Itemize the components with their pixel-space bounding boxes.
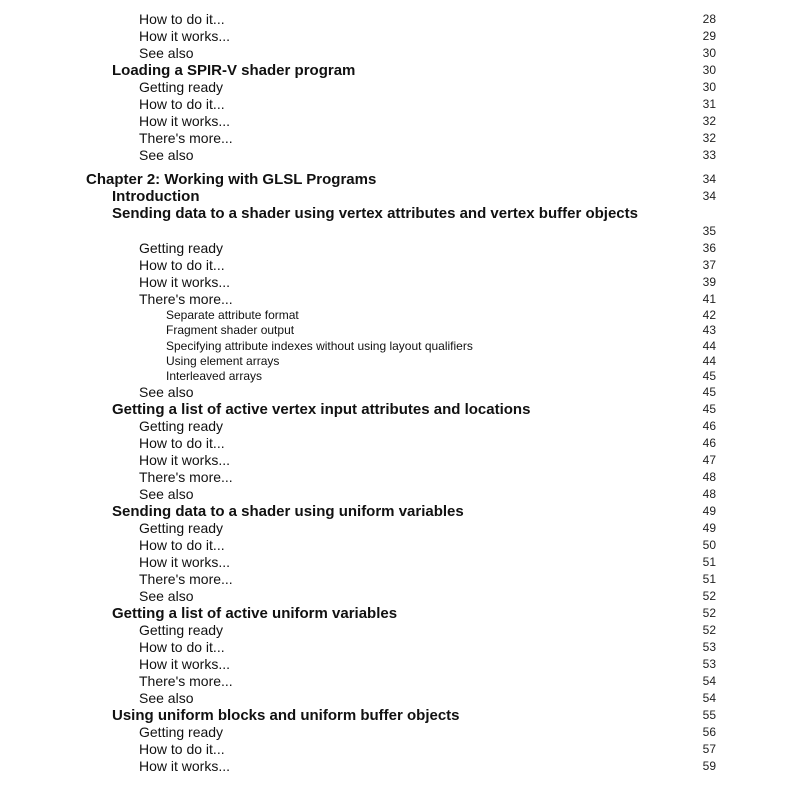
toc-entry-section[interactable] [0, 503, 800, 520]
toc-entry-sub[interactable] [0, 571, 800, 588]
toc-entry-title: How to do it... [139, 257, 225, 273]
toc-entry-page-number: 28 [702, 12, 716, 26]
toc-entry-sub[interactable] [0, 291, 800, 308]
toc-entry-title: Getting ready [139, 79, 224, 95]
toc-entry-sub[interactable] [0, 656, 800, 673]
toc-entry-title: How to do it... [139, 96, 225, 112]
toc-entry-sub[interactable] [0, 741, 800, 758]
toc-entry-page-number: 51 [702, 572, 716, 587]
toc-entry-sub[interactable] [0, 130, 800, 147]
toc-entry-title: Getting a list of active vertex input attributes and locations [112, 401, 531, 419]
toc-entry-page-number: 54 [702, 691, 716, 706]
toc-entry-section[interactable] [0, 401, 800, 418]
toc-entry-sub[interactable] [0, 452, 800, 469]
toc-entry-page-number: 54 [702, 674, 716, 689]
toc-entry-title: How to do it... [139, 741, 225, 758]
toc-entry-page-number: 55 [702, 708, 716, 723]
toc-entry-title: Using element arrays [166, 353, 280, 368]
toc-entry-page-number: 49 [702, 521, 716, 536]
toc-entry-page-number: 46 [702, 419, 716, 434]
toc-entry-page-number: 31 [702, 97, 716, 111]
toc-entry-page-number: 52 [702, 589, 716, 604]
toc-entry-title: Loading a SPIR-V shader program [112, 62, 356, 79]
toc-entry-section[interactable] [0, 188, 800, 205]
toc-entry-subsub[interactable] [0, 339, 800, 354]
toc-entry-title: How to do it... [139, 537, 225, 554]
toc-entry-title: How it works... [139, 28, 231, 44]
toc-entry-page-number: 45 [702, 385, 716, 400]
toc-entry-title: How to do it... [139, 639, 225, 656]
toc-entry-title: See also [139, 690, 194, 707]
toc-entry-page-number: 45 [702, 369, 716, 384]
toc-entry-sub[interactable] [0, 79, 800, 96]
toc-entry-sub[interactable] [0, 274, 800, 291]
toc-entry-title: How to do it... [139, 435, 225, 452]
toc-entry-title: See also [139, 588, 194, 605]
toc-entry-page-number: 34 [702, 172, 716, 186]
toc-entry-title: See also [139, 45, 194, 61]
toc-entry-title: Separate attribute format [166, 308, 299, 322]
toc-entry-sub[interactable] [0, 28, 800, 45]
toc-entry-title: Getting ready [139, 622, 224, 639]
toc-entry-sub[interactable] [0, 418, 800, 435]
toc-entry-page-number: 29 [702, 29, 716, 43]
toc-entry-page-number: 52 [702, 606, 716, 621]
toc-entry-page-number: 30 [702, 63, 716, 77]
toc-entry-title: There's more... [139, 291, 233, 307]
toc-entry-page-number: 44 [702, 353, 716, 368]
toc-entry-page-number: 45 [702, 402, 716, 417]
toc-entry-title: How to do it... [139, 11, 225, 27]
toc-entry-sub[interactable] [0, 113, 800, 130]
toc-entry-title: There's more... [139, 469, 233, 486]
toc-entry-title: Sending data to a shader using vertex attributes and vertex buffer objects [112, 205, 638, 222]
toc-entry-title: Sending data to a shader using uniform variables [112, 503, 464, 521]
toc-entry-page-number: 46 [702, 436, 716, 451]
toc-entry-page-number: 32 [702, 131, 716, 145]
toc-entry-sub[interactable] [0, 45, 800, 62]
toc-entry-title: How it works... [139, 758, 231, 775]
toc-entry-sub[interactable] [0, 520, 800, 537]
toc-entry-page-number: 49 [702, 504, 716, 519]
toc-entry-title: Fragment shader output [166, 323, 295, 338]
toc-entry-page-number: 32 [702, 114, 716, 128]
toc-entry-page-number: 53 [702, 657, 716, 672]
toc-entry-sub[interactable] [0, 240, 800, 257]
toc-entry-title: There's more... [139, 673, 233, 690]
toc-entry-title: How it works... [139, 274, 231, 290]
table-of-contents [0, 11, 800, 775]
toc-entry-section[interactable] [0, 707, 800, 724]
toc-entry-title: Chapter 2: Working with GLSL Programs [86, 171, 377, 188]
toc-entry-title: Getting ready [139, 418, 224, 435]
toc-entry-sub[interactable] [0, 469, 800, 486]
toc-entry-page-number: 51 [702, 555, 716, 570]
toc-entry-sub[interactable] [0, 673, 800, 690]
toc-entry-page-number: 44 [702, 338, 716, 353]
toc-entry-page-number: 30 [702, 80, 716, 94]
toc-entry-page-number: 37 [702, 258, 716, 272]
toc-entry-title: How it works... [139, 554, 231, 571]
toc-entry-page-number: 57 [702, 742, 716, 757]
toc-entry-sub[interactable] [0, 622, 800, 639]
toc-entry-sub[interactable] [0, 537, 800, 554]
toc-entry-page-number: 59 [702, 759, 716, 774]
toc-entry-page-number: 50 [702, 538, 716, 553]
toc-entry-chapter[interactable] [0, 171, 800, 188]
toc-entry-section[interactable] [0, 205, 800, 240]
toc-entry-sub[interactable] [0, 11, 800, 28]
toc-entry-sub[interactable] [0, 384, 800, 401]
toc-entry-title: There's more... [139, 571, 233, 588]
toc-entry-title: How it works... [139, 656, 231, 673]
toc-entry-page-number: 39 [702, 275, 716, 289]
toc-entry-title: Using uniform blocks and uniform buffer objects [112, 707, 460, 725]
toc-entry-title: See also [139, 384, 194, 401]
toc-entry-title: How it works... [139, 113, 231, 129]
toc-entry-section[interactable] [0, 62, 800, 79]
toc-entry-sub[interactable] [0, 257, 800, 274]
toc-entry-sub[interactable] [0, 435, 800, 452]
toc-entry-page-number: 35 [702, 224, 716, 238]
toc-entry-sub[interactable] [0, 554, 800, 571]
toc-entry-subsub[interactable] [0, 354, 800, 369]
toc-entry-title: Getting ready [139, 724, 224, 741]
toc-entry-page-number: 30 [702, 46, 716, 60]
toc-entry-sub[interactable] [0, 724, 800, 741]
toc-entry-page-number: 47 [702, 453, 716, 468]
toc-entry-subsub[interactable] [0, 308, 800, 323]
toc-entry-sub[interactable] [0, 690, 800, 707]
toc-entry-sub[interactable] [0, 639, 800, 656]
toc-entry-subsub[interactable] [0, 369, 800, 384]
toc-entry-page-number: 42 [702, 308, 716, 322]
toc-entry-title: See also [139, 147, 194, 163]
toc-entry-title: See also [139, 486, 194, 503]
toc-entry-page-number: 34 [702, 189, 716, 203]
toc-entry-sub[interactable] [0, 486, 800, 503]
toc-entry-subsub[interactable] [0, 323, 800, 338]
toc-entry-page-number: 43 [702, 323, 716, 338]
toc-entry-page-number: 53 [702, 640, 716, 655]
toc-entry-title: Specifying attribute indexes without using layout qualifiers [166, 338, 473, 353]
toc-entry-title: Getting a list of active uniform variables [112, 605, 398, 623]
toc-entry-section[interactable] [0, 605, 800, 622]
toc-entry-page-number: 36 [702, 241, 716, 255]
toc-entry-title: Interleaved arrays [166, 369, 263, 384]
toc-entry-title: How it works... [139, 452, 231, 469]
toc-entry-page-number: 48 [702, 487, 716, 502]
toc-entry-title: Introduction [112, 188, 200, 205]
toc-entry-page-number: 41 [702, 292, 716, 306]
toc-entry-page-number: 52 [702, 623, 716, 638]
toc-entry-title: Getting ready [139, 520, 224, 537]
toc-entry-page-number: 33 [702, 148, 716, 162]
toc-entry-sub[interactable] [0, 147, 800, 164]
toc-entry-sub[interactable] [0, 588, 800, 605]
toc-entry-page-number: 48 [702, 470, 716, 485]
toc-entry-title: There's more... [139, 130, 233, 146]
toc-entry-sub[interactable] [0, 758, 800, 775]
toc-entry-title: Getting ready [139, 240, 224, 256]
toc-entry-page-number: 56 [702, 725, 716, 740]
toc-entry-sub[interactable] [0, 96, 800, 113]
